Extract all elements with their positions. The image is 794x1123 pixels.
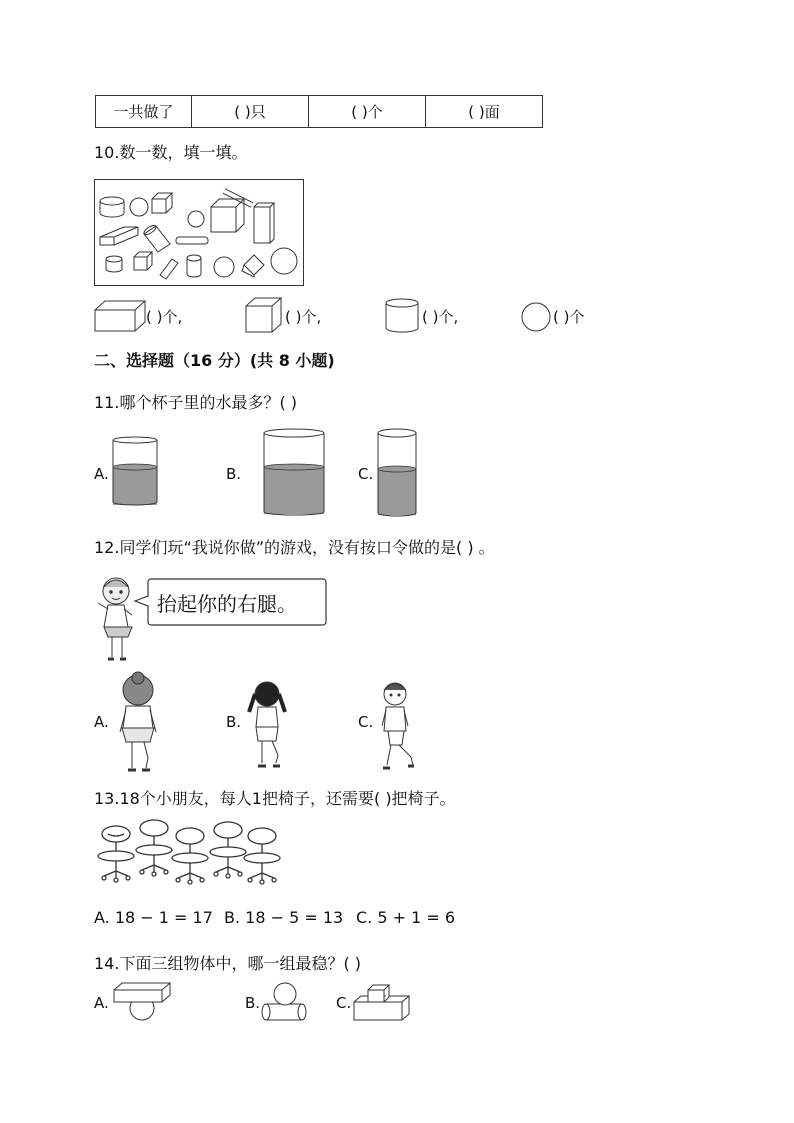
tally-label: 一共做了	[96, 96, 192, 128]
cube-icon	[245, 297, 283, 333]
option-b-label[interactable]: B.	[245, 994, 261, 1012]
cylinder-icon	[385, 298, 419, 334]
option-a-label[interactable]: A.	[94, 465, 109, 483]
fill-cube[interactable]: ( )个,	[285, 308, 322, 326]
fill-cuboid[interactable]: ( )个,	[146, 308, 183, 326]
shapes-picture	[94, 179, 304, 286]
cup-c[interactable]	[375, 428, 419, 518]
speech-text: 抬起你的右腿。	[157, 592, 297, 616]
option-b-label[interactable]: B.	[226, 713, 242, 731]
stack-c-cube-on-cuboid[interactable]	[352, 982, 412, 1022]
option-c[interactable]: C. 5 + 1 = 6	[356, 908, 456, 927]
option-b[interactable]: B. 18 − 5 = 13	[224, 908, 344, 927]
cup-a[interactable]	[110, 436, 160, 506]
question-14-stem: 14.下面三组物体中，哪一组最稳？( )	[94, 954, 362, 973]
tally-table	[95, 95, 543, 128]
option-a-label[interactable]: A.	[94, 713, 109, 731]
tally-row	[96, 96, 543, 128]
question-13-stem: 13.18个小朋友，每人1把椅子，还需要( )把椅子。	[94, 789, 456, 808]
tally-cell-items[interactable]: ( )个	[309, 96, 426, 128]
option-a[interactable]: A. 18 − 1 = 17	[94, 908, 213, 927]
chairs-illustration	[94, 822, 286, 892]
girl-b-illustration[interactable]	[245, 678, 289, 774]
section-2-title: 二、选择题（16 分）(共 8 小题)	[94, 351, 335, 370]
option-c-label[interactable]: C.	[358, 713, 374, 731]
option-b-label[interactable]: B.	[226, 465, 242, 483]
tally-cell-animals[interactable]: ( )只	[192, 96, 309, 128]
option-a-label[interactable]: A.	[94, 994, 109, 1012]
option-c-label[interactable]: C.	[336, 994, 352, 1012]
tally-cell-flags[interactable]: ( )面	[426, 96, 543, 128]
stack-a-cuboid-on-sphere[interactable]	[112, 980, 172, 1022]
sphere-icon	[521, 302, 551, 332]
question-12-stem: 12.同学们玩“我说你做”的游戏，没有按口令做的是( ) 。	[94, 538, 495, 557]
question-11-stem: 11.哪个杯子里的水最多？( )	[94, 393, 298, 412]
boy-c-illustration[interactable]	[374, 680, 418, 774]
cuboid-icon	[94, 300, 146, 332]
question-10-stem: 10.数一数，填一填。	[94, 143, 248, 162]
girl-a-illustration[interactable]	[110, 670, 166, 774]
fill-cylinder[interactable]: ( )个,	[422, 308, 459, 326]
stack-b-sphere-on-cylinder[interactable]	[262, 980, 310, 1024]
fill-sphere[interactable]: ( )个	[553, 308, 585, 326]
option-c-label[interactable]: C.	[358, 465, 374, 483]
cup-b[interactable]	[261, 428, 327, 516]
